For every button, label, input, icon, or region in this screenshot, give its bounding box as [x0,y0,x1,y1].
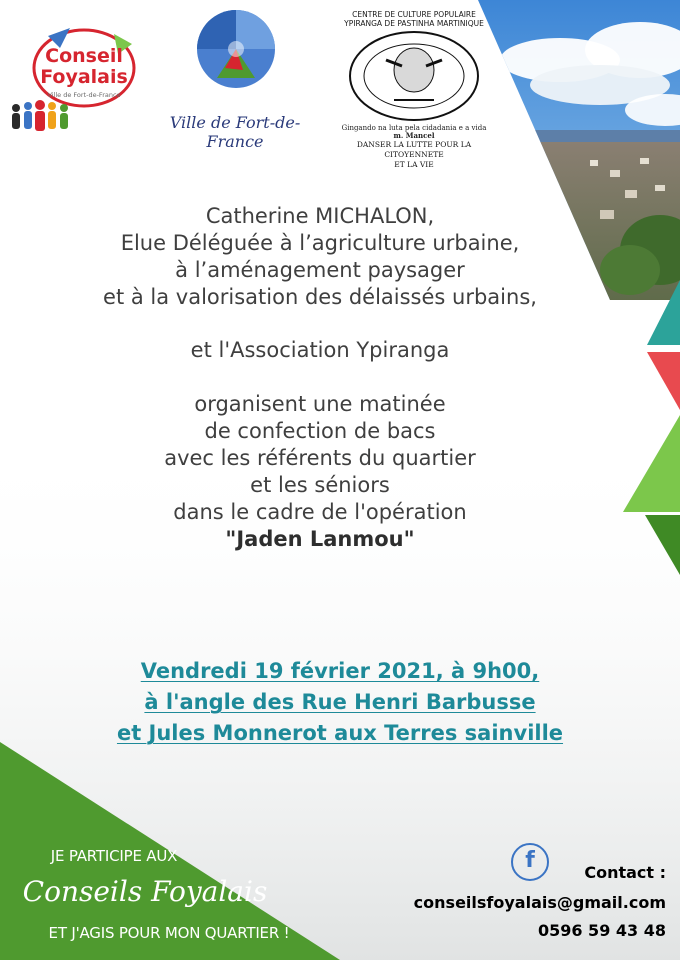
event-details [40,656,640,749]
announcement-text [40,203,600,553]
event-location-line: et Jules Monnerot aux Terres sainville [116,721,564,745]
contact-label: Contact : [584,863,666,882]
association-line: et l'Association Ypiranga [190,338,450,362]
description-line: dans le cadre de l'opération [173,500,467,524]
facebook-icon[interactable]: f [511,843,549,881]
red-triangle [647,352,680,410]
description-line: organisent une matinée [194,392,446,416]
conseil-logo-subtitle: Ville de Fort-de-France [47,91,121,99]
contact-phone[interactable]: 0596 59 43 48 [537,921,666,940]
ypiranga-footer: DANSER LA LUTTE POUR LA CITOYENNETE ET LA VIE [356,140,472,169]
ypiranga-motto: Gingando na luta pela cidadania e a vida [341,124,487,132]
spacer [40,311,600,337]
organizer-role-line: Elue Déléguée à l’agriculture urbaine, [120,231,520,255]
organizer-name: Catherine MICHALON, [205,204,435,228]
spacer [40,364,600,391]
ypiranga-header: CENTRE DE CULTURE POPULAIRE YPIRANGA DE PASTINHA MARTINIQUE [344,10,484,28]
organizer-role-line: et à la valorisation des délaissés urbains, [103,285,537,309]
ville-signature: Ville de Fort-de-France [169,113,301,151]
participation-line-2: ET J'AGIS POUR MON QUARTIER ! [48,924,290,942]
event-date: Vendredi 19 février 2021, à 9h00, [140,659,540,683]
ypiranga-name: m. Mancel [393,131,435,140]
contact-email[interactable]: conseilsfoyalais@gmail.com [413,893,666,912]
event-location-line: à l'angle des Rue Henri Barbusse [144,690,536,714]
ypiranga-seal [346,30,482,122]
people-icon [8,100,72,140]
description-line: de confection de bacs [204,419,436,443]
ville-fort-de-france-logo [145,8,325,151]
ypiranga-logo [328,6,500,176]
conseil-foyalais-logo [8,18,138,143]
participation-line-1: JE PARTICIPE AUX [50,847,178,865]
ville-emblem [195,8,277,90]
operation-name: "Jaden Lanmou" [225,527,415,551]
organizer-role-line: à l’aménagement paysager [175,258,465,282]
participation-script: Conseils Foyalais [22,875,268,908]
conseil-logo-title: Conseil Foyalais [40,45,128,88]
description-line: et les séniors [250,473,390,497]
description-line: avec les référents du quartier [164,446,476,470]
